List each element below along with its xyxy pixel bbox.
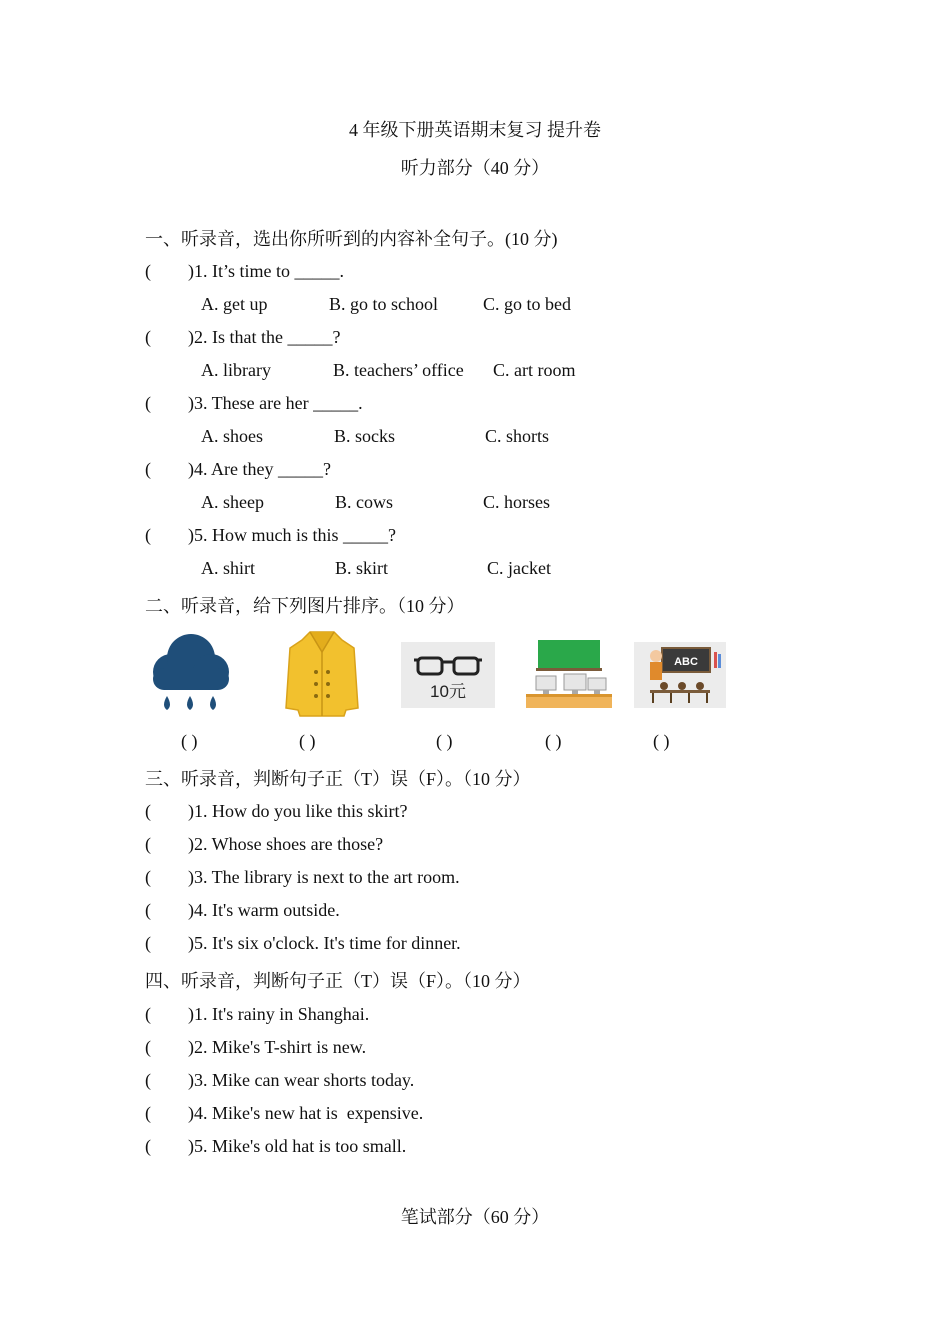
section-3-heading: 三、听录音，判断句子正（T）误（F）。（10 分）: [145, 769, 531, 789]
s4-item-1: [145, 1004, 369, 1025]
answer-paren: (: [145, 327, 151, 347]
answer-paren: (: [145, 801, 151, 821]
answer-paren: (: [145, 1136, 151, 1156]
answer-paren: (: [145, 1037, 151, 1057]
s1-question-5: [145, 525, 396, 546]
statement: )4. Mike's new hat is expensive.: [188, 1103, 424, 1123]
s3-item-4: [145, 900, 340, 921]
statement: )4. It's warm outside.: [188, 900, 340, 920]
statement: )1. It's rainy in Shanghai.: [188, 1004, 370, 1024]
statement: )1. How do you like this skirt?: [188, 801, 408, 821]
order-slot-4: ( ): [545, 731, 562, 751]
option-c: C. jacket: [487, 558, 551, 578]
option-b: B. socks: [334, 426, 396, 446]
classroom-teacher-icon: [634, 642, 726, 713]
computer-room-icon: [524, 640, 614, 713]
s3-item-1: [145, 801, 407, 822]
order-slot-3: ( ): [436, 731, 453, 751]
question-stem: )5. How much is this _____?: [188, 525, 396, 545]
option-c: C. horses: [483, 492, 550, 512]
option-b: B. skirt: [335, 558, 389, 578]
s4-item-4: [145, 1103, 423, 1124]
s3-item-2: [145, 834, 383, 855]
answer-paren: (: [145, 459, 151, 479]
section-2-heading: 二、听录音，给下列图片排序。（10 分）: [145, 596, 465, 616]
listening-part-title: 听力部分（40 分）: [400, 158, 550, 178]
question-stem: )3. These are her _____.: [188, 393, 363, 413]
page-title: 4 年级下册英语期末复习 提升卷: [349, 120, 601, 140]
glasses-price-icon: [401, 642, 495, 713]
yellow-coat-icon: [282, 628, 362, 723]
option-c: C. shorts: [485, 426, 550, 446]
question-stem: )4. Are they _____?: [188, 459, 331, 479]
s1-question-1: [145, 261, 344, 282]
answer-paren: (: [145, 1103, 151, 1123]
order-slot-2: ( ): [299, 731, 316, 751]
written-part-title: 笔试部分（60 分）: [400, 1207, 550, 1227]
s1-question-2: [145, 327, 340, 348]
blackboard-label: ABC: [674, 656, 698, 668]
statement: )5. It's six o'clock. It's time for dinner.: [188, 933, 461, 953]
s1-question-3: [145, 393, 363, 414]
option-b: B. teachers’ office: [333, 360, 464, 380]
s4-item-5: [145, 1136, 406, 1157]
answer-paren: (: [145, 933, 151, 953]
rain-cloud-icon: [147, 628, 233, 721]
section-4-heading: 四、听录音，判断句子正（T）误（F）。（10 分）: [145, 971, 531, 991]
option-b: B. go to school: [329, 294, 439, 314]
statement: )5. Mike's old hat is too small.: [188, 1136, 407, 1156]
question-stem: )2. Is that the _____?: [188, 327, 341, 347]
answer-paren: (: [145, 900, 151, 920]
question-stem: )1. It’s time to _____.: [188, 261, 344, 281]
option-b: B. cows: [335, 492, 393, 512]
answer-paren: (: [145, 834, 151, 854]
s4-item-2: [145, 1037, 366, 1058]
answer-paren: (: [145, 867, 151, 887]
option-a: A. get up: [201, 294, 268, 314]
s1-question-4: [145, 459, 331, 480]
answer-paren: (: [145, 1004, 151, 1024]
option-a: A. shoes: [201, 426, 263, 446]
statement: )3. The library is next to the art room.: [188, 867, 460, 887]
option-c: C. art room: [493, 360, 576, 380]
statement: )2. Mike's T-shirt is new.: [188, 1037, 367, 1057]
statement: )3. Mike can wear shorts today.: [188, 1070, 415, 1090]
answer-paren: (: [145, 393, 151, 413]
order-slot-1: ( ): [181, 731, 198, 751]
s3-item-5: [145, 933, 461, 954]
statement: )2. Whose shoes are those?: [188, 834, 384, 854]
option-a: A. library: [201, 360, 271, 380]
option-c: C. go to bed: [483, 294, 571, 314]
price-label: 10元: [430, 682, 466, 701]
order-slot-5: ( ): [653, 731, 670, 751]
section-1-heading: 一、听录音，选出你所听到的内容补全句子。(10 分): [145, 229, 558, 249]
answer-paren: (: [145, 261, 151, 281]
option-a: A. shirt: [201, 558, 255, 578]
s4-item-3: [145, 1070, 414, 1091]
option-a: A. sheep: [201, 492, 264, 512]
answer-paren: (: [145, 525, 151, 545]
s3-item-3: [145, 867, 460, 888]
answer-paren: (: [145, 1070, 151, 1090]
